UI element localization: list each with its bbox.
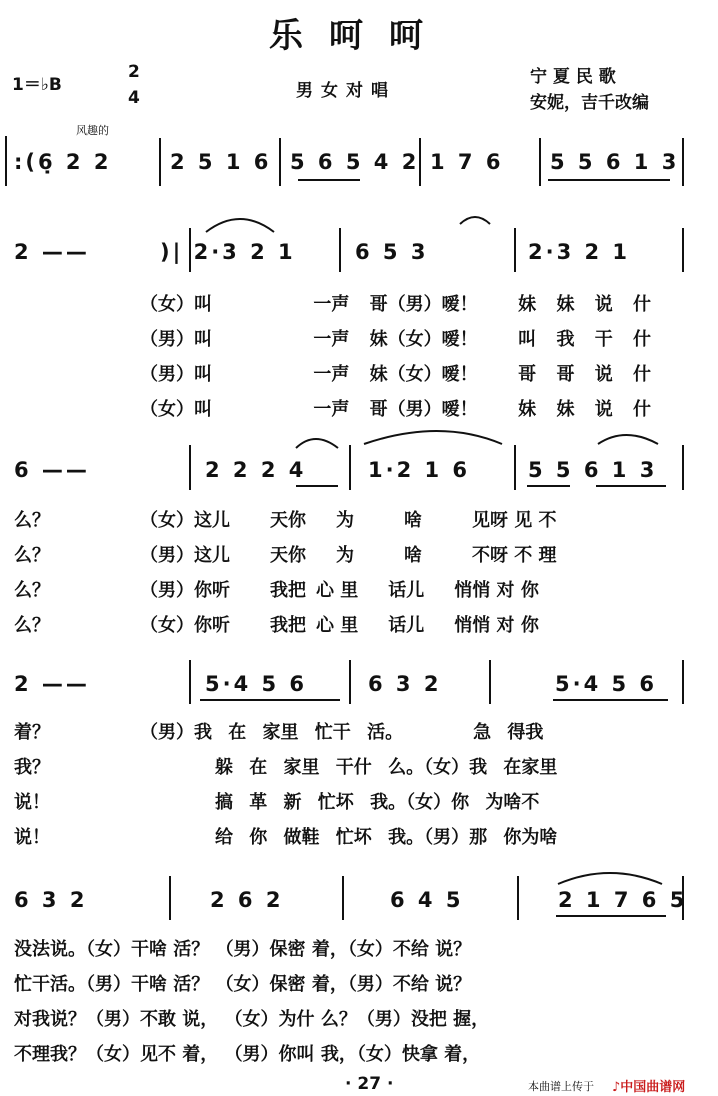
music-note-icon: ♪ [612,1080,621,1095]
lyric-line: 我？ 躲 在 家里 干什 么。（女）我 在家里 [14,757,558,778]
lyric-line: 说！ 搞 革 新 忙坏 我。（女）你 为啥不 [14,792,540,813]
time-signature-top: 2 [128,62,140,82]
measure-notes: 2 5 1 6 [170,150,272,174]
lyric-line: 么？ （男）这儿 天你 为 啥 不呀 不 理 [14,545,557,566]
measure-notes: 2 2 2 4 [205,458,307,482]
measure-notes: 6 3 2 [368,672,442,696]
tempo-mark: 风趣的 [76,124,109,137]
lyric-line: 没法说。（女）干啥 活？ （男）保密 着，（女）不给 说？ [14,939,472,960]
lyric-line: 么？ （女）你听 我把 心 里 话儿 悄悄 对 你 [14,615,539,636]
measure-notes: 5 5 6 1 3 [528,458,658,482]
measure-notes: 1 7 6 [430,150,504,174]
lyric-line: 对我说？（男）不敢 说， （女）为什 么？（男）没把 握， [14,1009,490,1030]
page-title: 乐呵呵 [269,16,449,56]
measure-notes: 5 5 6 1 3 [550,150,680,174]
measure-notes: 2 —— [14,672,90,696]
lyric-line: 么？ （女）这儿 天你 为 啥 见呀 见 不 [14,510,557,531]
footer-text: 本曲谱上传于 [528,1080,594,1093]
measure-notes: 2·3 2 1 [528,240,631,264]
measure-notes: 6 —— [14,458,90,482]
lyric-line: （女）叫 一声 哥（男）嗳！ 妹 妹 说 什 [140,399,651,420]
lyric-line: 么？ （男）你听 我把 心 里 话儿 悄悄 对 你 [14,580,539,601]
lyric-line: 着？ （男）我 在 家里 忙干 活。 急 得我 [14,722,544,743]
measure-notes: 2 6 2 [210,888,284,912]
credit-source: 宁 夏 民 歌 [530,67,616,87]
lyric-line: （女）叫 一声 哥（男）嗳！ 妹 妹 说 什 [140,294,651,315]
measure-notes: 6 3 2 [14,888,88,912]
page-number: · 27 · [345,1074,394,1094]
time-signature-bottom: 4 [128,88,140,108]
subtitle: 男女对唱 [296,81,396,101]
lyric-line: （男）叫 一声 妹（女）嗳！ 哥 哥 说 什 [140,364,651,385]
measure-notes: 6 5 3 [355,240,429,264]
credit-arranger: 安妮，吉千改编 [530,93,649,113]
measure-notes: :(6̣ 2 2 [14,150,112,174]
measure-notes: 5·4 5 6 [205,672,308,696]
footer-logo: ♪中国曲谱网 [612,1080,686,1095]
measure-notes: 1·2 1 6 [368,458,471,482]
measure-notes: 2 —— [14,240,90,264]
measure-notes: 5 6 5 4 2 [290,150,420,174]
measure-notes: 6 4 5 [390,888,464,912]
lyric-line: 不理我？（女）见不 着， （男）你叫 我，（女）快拿 着， [14,1044,481,1065]
measure-notes: )| 2·3 2 1 [160,240,296,264]
lyric-line: （男）叫 一声 妹（女）嗳！ 叫 我 干 什 [140,329,651,350]
measure-notes: 2 1 7 6 5 [558,888,688,912]
lyric-line: 说！ 给 你 做鞋 忙坏 我。（男）那 你为啥 [14,827,558,848]
measure-notes: 5·4 5 6 [555,672,658,696]
key-signature: 1＝♭B [12,75,62,95]
lyric-line: 忙干活。（男）干啥 活？ （女）保密 着，（男）不给 说？ [14,974,472,995]
